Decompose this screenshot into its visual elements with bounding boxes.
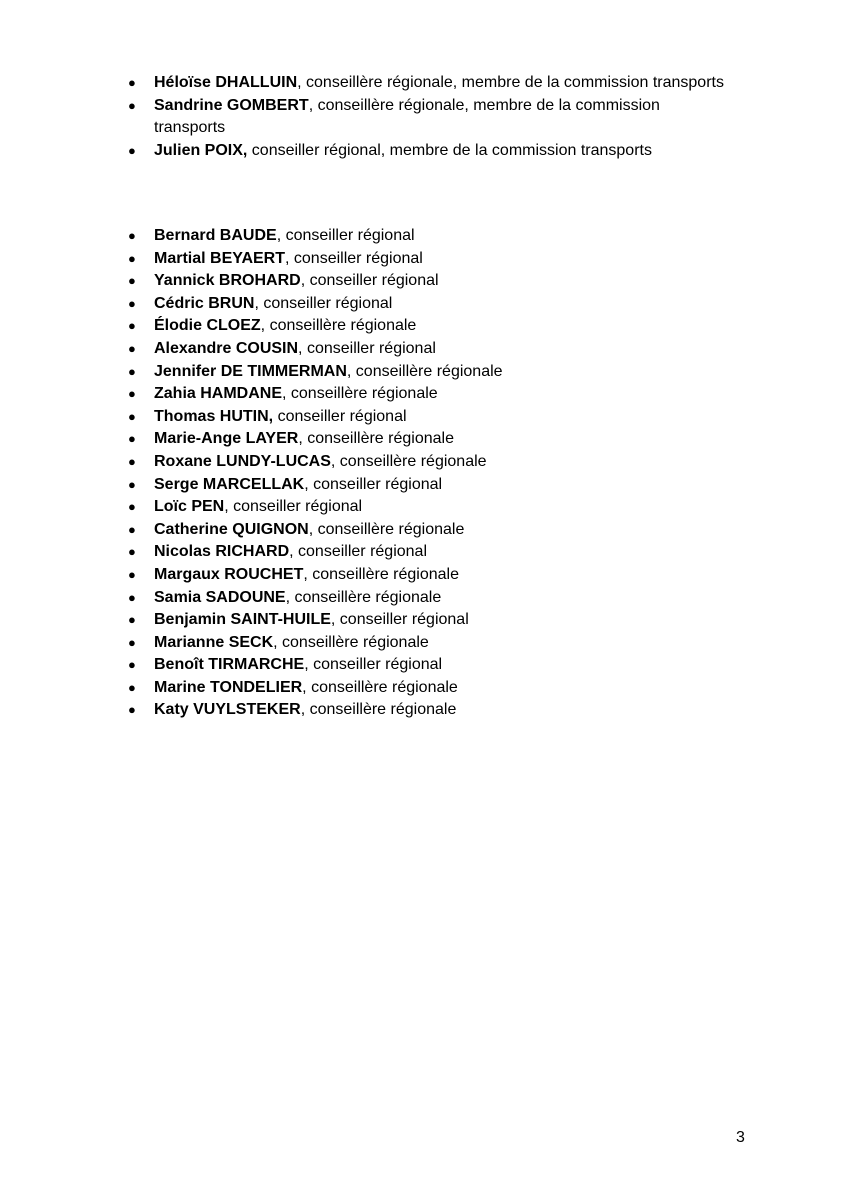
member-role: , conseillère régionale [298,430,454,448]
list-item [128,406,728,429]
member-role: , conseiller régional [276,227,415,244]
bullet-icon: ● [128,363,136,379]
member-role: , conseiller régional [300,272,439,290]
member-name: Thomas HUTIN, [154,407,274,425]
member-role: , conseillère régionale [302,678,458,696]
member-role: , conseiller régional [224,498,363,516]
bullet-icon: ● [128,634,136,650]
list-item [128,270,728,293]
list-item [128,609,728,632]
member-role: , conseiller régional [304,475,443,493]
member-role: , conseillère régionale, membre de la commission transports [297,74,724,91]
bullet-icon: ● [128,521,136,537]
member-role: , conseillère régionale [308,520,465,538]
list-item [128,632,728,655]
commission-members-list [128,72,728,162]
bullet-icon: ● [128,499,136,515]
bullet-icon: ● [128,142,136,158]
member-name: Jennifer DE TIMMERMAN [154,362,347,380]
list-item [128,95,728,140]
member-role: , conseillère régionale [273,633,429,651]
list-item [128,225,728,248]
member-name: Bernard BAUDE [154,227,277,244]
member-name: Cédric BRUN [154,294,255,312]
member-role: , conseillère régionale [330,452,487,470]
list-item [128,361,728,384]
bullet-icon: ● [128,679,136,695]
member-name: Benjamin SAINT-HUILE [154,611,331,629]
member-name: Yannick BROHARD [154,272,301,290]
list-item [128,564,728,587]
member-role: , conseiller régional [254,294,393,312]
member-name: Loïc PEN [154,498,225,516]
list-item [128,72,728,95]
member-name: Margaux ROUCHET [154,565,304,583]
bullet-icon: ● [128,612,136,628]
bullet-icon: ● [128,386,136,402]
member-name: Zahia HAMDANE [154,385,283,403]
list-item [128,541,728,564]
member-name: Marianne SECK [154,633,274,651]
list-item [128,699,728,722]
member-role: , conseiller régional [330,611,469,629]
member-role: , conseillère régionale, membre de la commission transports [154,96,660,137]
member-name: Marine TONDELIER [154,678,303,696]
list-item [128,654,728,677]
member-name: Nicolas RICHARD [154,543,290,561]
list-item [128,428,728,451]
member-name: Catherine QUIGNON [154,520,309,538]
bullet-icon: ● [128,97,136,113]
bullet-icon: ● [128,75,136,90]
bullet-icon: ● [128,657,136,673]
bullet-icon: ● [128,589,136,605]
member-name: Samia SADOUNE [154,588,286,606]
member-name: Sandrine GOMBERT [154,96,309,114]
member-role: , conseillère régionale [260,317,417,335]
member-name: Katy VUYLSTEKER [154,701,301,719]
bullet-icon: ● [128,228,136,243]
member-role: , conseiller régional [298,339,436,357]
bullet-icon: ● [128,295,136,311]
bullet-icon: ● [128,340,136,356]
member-role: , conseillère régionale [282,385,438,403]
list-item [128,315,728,338]
member-role: conseiller régional, membre de la commission transports [247,141,652,159]
bullet-icon: ● [128,702,136,718]
list-item [128,677,728,700]
bullet-icon: ● [128,476,136,492]
member-name: Serge MARCELLAK [154,475,305,493]
member-role: , conseiller régional [304,656,443,674]
member-name: Alexandre COUSIN [154,339,299,357]
member-role: conseiller régional [273,407,407,425]
member-name: Roxane LUNDY-LUCAS [154,452,331,470]
member-role: , conseillère régionale [285,588,442,606]
member-name: Benoît TIRMARCHE [154,656,305,674]
member-name: Marie-Ange LAYER [154,430,299,448]
member-role: , conseiller régional [285,249,423,267]
list-item [128,248,728,271]
member-role: , conseillère régionale [303,565,460,583]
list-item [128,140,728,163]
bullet-icon: ● [128,453,136,469]
member-name: Julien POIX, [154,141,248,159]
list-item [128,519,728,542]
list-item [128,587,728,610]
list-item [128,474,728,497]
list-item [128,496,728,519]
bullet-icon: ● [128,273,136,289]
member-role: , conseiller régional [289,543,427,561]
list-item [128,383,728,406]
list-item [128,451,728,474]
bullet-icon: ● [128,250,136,266]
bullet-icon: ● [128,566,136,582]
member-name: Martial BEYAERT [154,249,285,267]
member-role: , conseillère régionale [300,701,457,719]
page-number: 3 [736,1129,745,1146]
list-item [128,338,728,361]
member-role: , conseillère régionale [346,362,503,380]
bullet-icon: ● [128,431,136,447]
list-item [128,293,728,316]
member-name: Élodie CLOEZ [154,317,261,335]
member-name: Héloïse DHALLUIN [154,74,298,91]
bullet-icon: ● [128,318,136,334]
regional-councillors-list [128,225,728,722]
bullet-icon: ● [128,408,136,424]
bullet-icon: ● [128,544,136,560]
